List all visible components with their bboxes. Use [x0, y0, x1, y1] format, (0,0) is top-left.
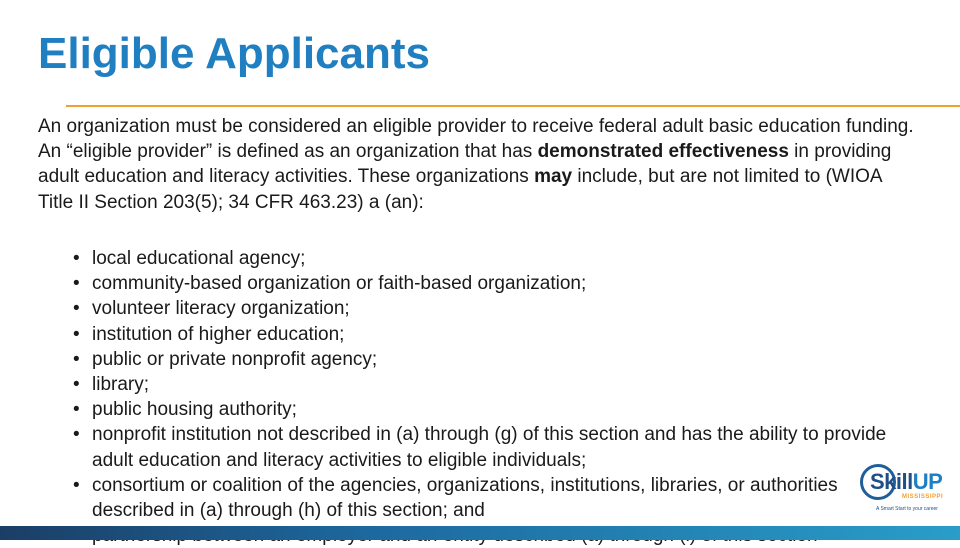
intro-bold-2: may	[534, 166, 573, 188]
logo-wordmark	[870, 470, 942, 494]
list-item: • consortium or coalition of the agencies, organizations, institutions, libraries, or authorities described in (a) through (h) of this section; and	[92, 473, 912, 523]
skillup-logo	[858, 460, 954, 520]
logo-brand-b: UP	[912, 469, 943, 494]
list-item: • volunteer literacy organization;	[92, 296, 912, 321]
intro-text-1: An organization must be considered an eligible provider to receive federal adult basic education funding. An “eligible provider” is defined as an organization that has	[38, 116, 914, 163]
title-divider	[66, 105, 960, 107]
list-item: • library;	[92, 372, 912, 397]
footer-bar	[0, 526, 960, 540]
intro-bold-1: demonstrated effectiveness	[537, 141, 789, 163]
list-item: • community-based organization or faith-based organization;	[92, 271, 912, 296]
list-item: • institution of higher education;	[92, 322, 912, 347]
list-item: • local educational agency;	[92, 246, 912, 271]
list-item: • nonprofit institution not described in (a) through (g) of this section and has the ability to provide adult education and literacy activities to eligible individuals;	[92, 422, 912, 472]
eligible-provider-list	[92, 246, 912, 548]
intro-paragraph	[38, 114, 918, 215]
slide-title: Eligible Applicants	[38, 29, 430, 78]
logo-state: MISSISSIPPI	[902, 494, 944, 500]
intro-text-3: include, but are not limited to (WIOA Title II Section 203(5); 34 CFR 463.23) a (an):	[38, 166, 882, 213]
intro-text-2: in providing adult education and literacy activities. These organizations	[38, 141, 892, 188]
logo-brand-a: Skill	[870, 469, 913, 494]
list-item: • public or private nonprofit agency;	[92, 347, 912, 372]
logo-tagline: A Smart Start to your career	[876, 506, 938, 512]
list-item: • public housing authority;	[92, 397, 912, 422]
